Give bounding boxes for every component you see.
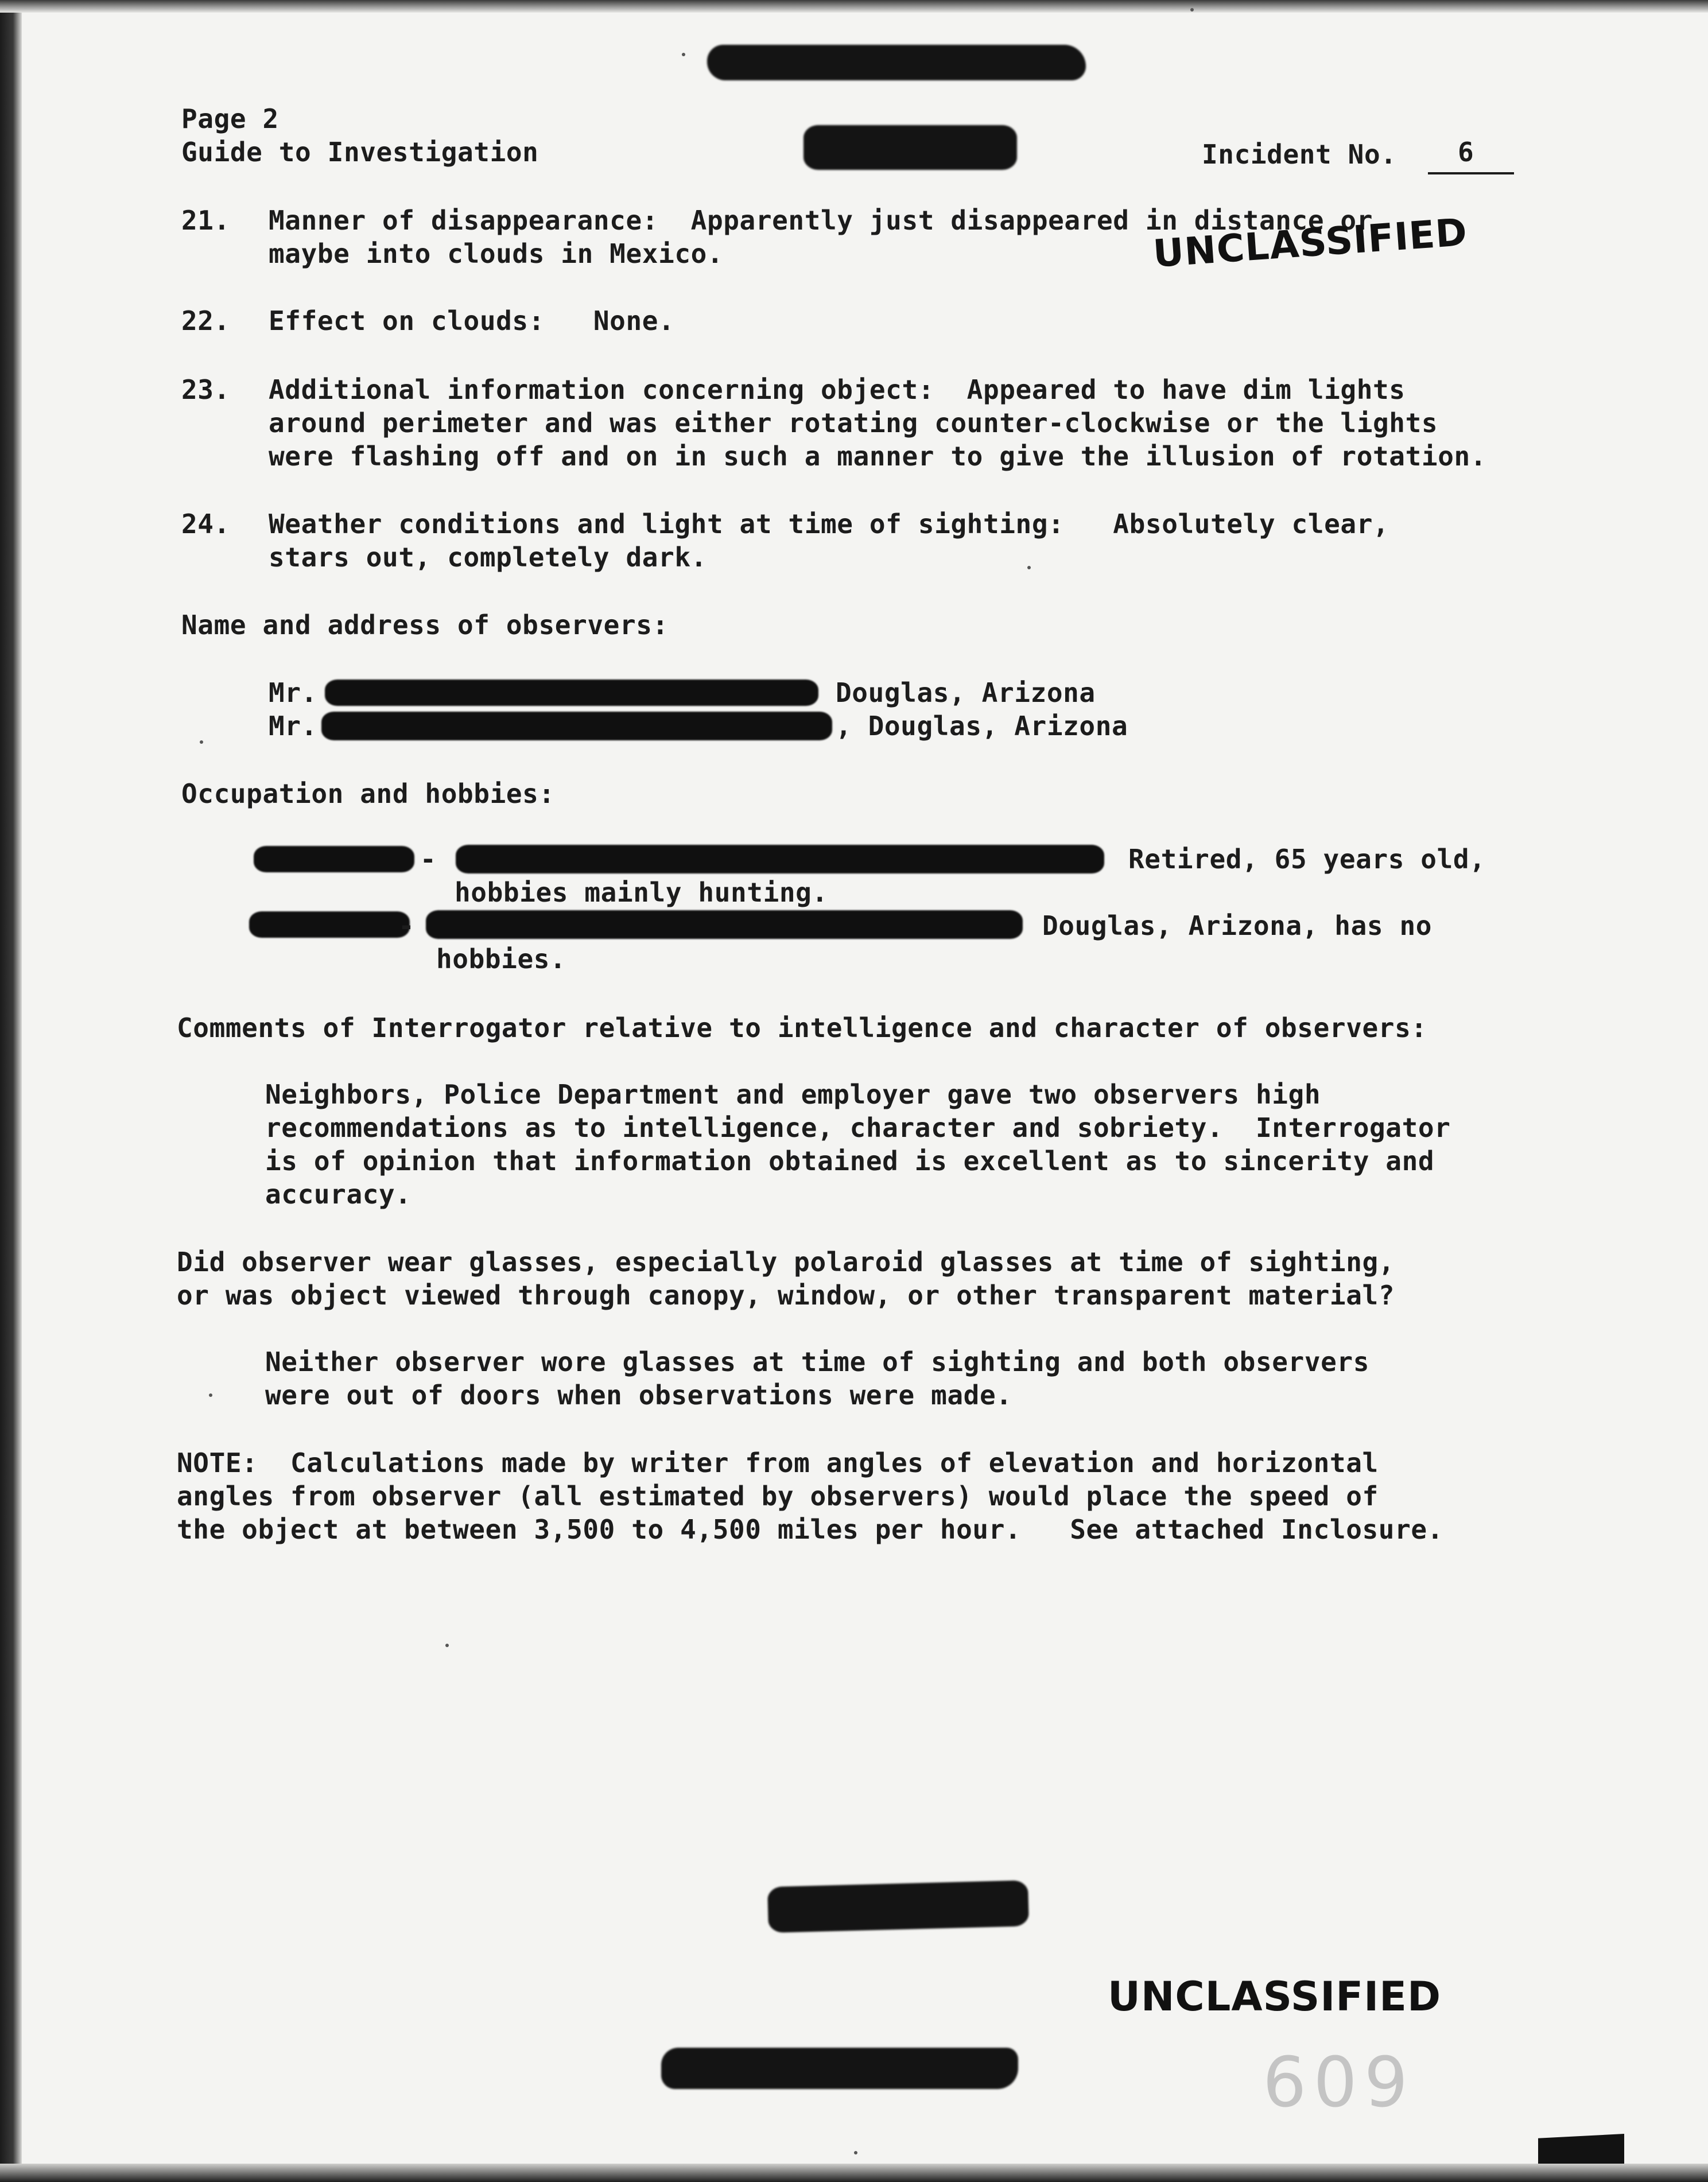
incident-number: 6	[1458, 137, 1474, 168]
scan-speck	[209, 1393, 212, 1397]
occupation-heading: Occupation and hobbies:	[181, 778, 555, 809]
occupation-detail: hobbies mainly hunting.	[455, 877, 828, 908]
unclassified-stamp-bottom: UNCLASSIFIED	[1108, 1973, 1442, 2020]
comments-line: Neighbors, Police Department and employer gave two observers high	[265, 1079, 1321, 1110]
item-line: Manner of disappearance: Apparently just disappeared in distance or	[269, 205, 1373, 236]
item-line: Additional information concerning object: Appeared to have dim lights	[269, 374, 1406, 405]
bottom-redacted-classification	[661, 2048, 1018, 2089]
glasses-question: Did observer wear glasses, especially polaroid glasses at time of sighting,	[177, 1247, 1395, 1278]
observer-prefix: Mr.	[269, 677, 317, 708]
scan-speck	[682, 53, 685, 56]
observer-prefix: Mr.	[269, 710, 317, 741]
redacted-name	[325, 680, 818, 706]
occupation-detail: Retired, 65 years old,	[1128, 844, 1486, 875]
note-line: NOTE: Calculations made by writer from angles of elevation and horizontal	[177, 1447, 1379, 1478]
scan-speck	[854, 2151, 857, 2154]
occupation-dash: -	[420, 844, 437, 875]
scan-speck	[1190, 8, 1194, 11]
incident-number-underline	[1428, 172, 1514, 174]
redacted-occupation	[426, 910, 1023, 939]
redacted-occupation	[456, 845, 1104, 873]
occupation-detail: hobbies.	[436, 944, 566, 974]
scan-edge-left	[0, 0, 22, 2182]
comments-heading: Comments of Interrogator relative to intelligence and character of observers:	[177, 1012, 1427, 1043]
observers-heading: Name and address of observers:	[181, 609, 669, 640]
top-redacted-stamp	[707, 45, 1086, 80]
scan-speck	[1027, 566, 1031, 569]
item-number: 21.	[181, 205, 230, 236]
item-line: maybe into clouds in Mexico.	[269, 238, 724, 269]
item-line: stars out, completely dark.	[269, 542, 707, 573]
corner-mark	[1538, 2134, 1624, 2164]
item-line: Effect on clouds: None.	[269, 305, 675, 336]
note-line: the object at between 3,500 to 4,500 miles per hour. See attached Inclosure.	[177, 1514, 1443, 1545]
comments-line: recommendations as to intelligence, character and sobriety. Interrogator	[265, 1112, 1451, 1143]
scan-edge-top	[0, 0, 1708, 13]
item-number: 23.	[181, 374, 230, 405]
comments-line: accuracy.	[265, 1179, 412, 1210]
redacted-name	[254, 846, 414, 872]
item-line: were flashing off and on in such a manner to give the illusion of rotation.	[269, 441, 1487, 472]
ghost-document-number: 609	[1263, 2043, 1415, 2123]
incident-label: Incident No.	[1202, 139, 1397, 170]
observer-address: Douglas, Arizona	[836, 677, 1096, 708]
observer-address: , Douglas, Arizona	[836, 710, 1128, 741]
item-number: 24.	[181, 508, 230, 539]
scan-speck	[445, 1644, 449, 1647]
unclassified-stamp-top: UNCLASSIFIED	[1151, 209, 1469, 276]
glasses-answer: were out of doors when observations were made.	[265, 1380, 1012, 1411]
scan-speck	[200, 740, 203, 744]
comments-line: is of opinion that information obtained is excellent as to sincerity and	[265, 1146, 1435, 1177]
item-number: 22.	[181, 305, 230, 336]
item-line: around perimeter and was either rotating counter-clockwise or the lights	[269, 407, 1438, 438]
page-label: Page 2	[181, 103, 279, 134]
glasses-question: or was object viewed through canopy, window, or other transparent material?	[177, 1280, 1395, 1311]
item-line: Weather conditions and light at time of sighting: Absolutely clear,	[269, 508, 1389, 539]
note-line: angles from observer (all estimated by observers) would place the speed of	[177, 1481, 1379, 1512]
occupation-dash: -	[398, 910, 415, 941]
occupation-detail: Douglas, Arizona, has no	[1042, 910, 1433, 941]
bottom-redacted-stamp	[767, 1880, 1029, 1933]
guide-label: Guide to Investigation	[181, 137, 539, 168]
redacted-name	[249, 911, 410, 938]
glasses-answer: Neither observer wore glasses at time of sighting and both observers	[265, 1346, 1370, 1377]
scan-edge-bottom	[0, 2164, 1708, 2182]
header-redacted-stamp	[803, 125, 1017, 170]
redacted-name	[321, 712, 832, 740]
